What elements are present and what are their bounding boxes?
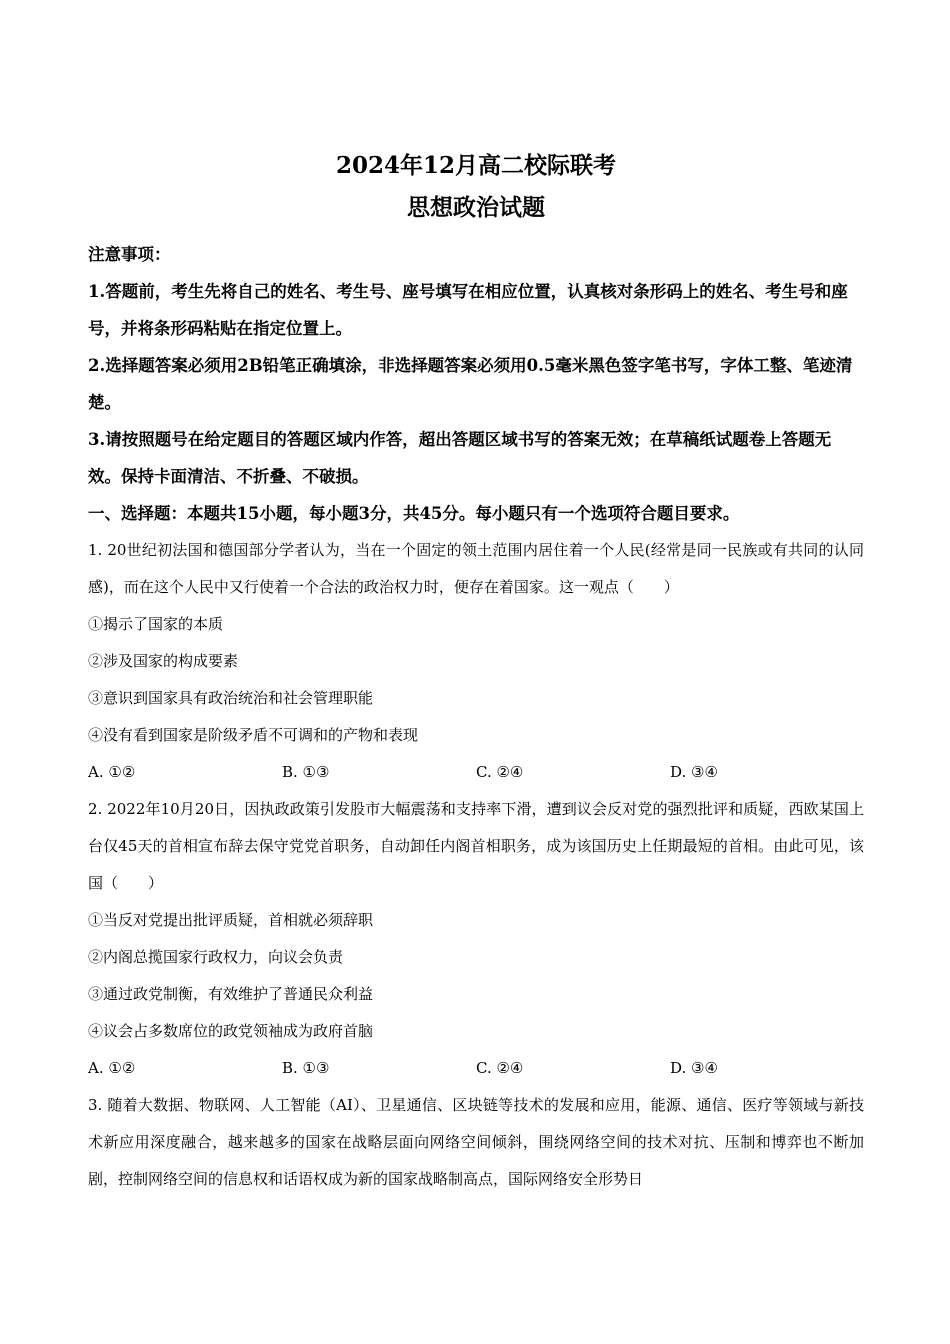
question-statement: ①揭示了国家的本质 [88,615,224,633]
notes-item-1: 1.答题前，考生先将自己的姓名、考生号、座号填写在相应位置，认真核对条形码上的姓名、考生号和座号，并将条形码粘贴在指定位置上。 [88,282,848,338]
notes-heading: 注意事项： [88,245,171,264]
question-1 [88,532,864,791]
question-3 [88,1087,864,1198]
option-c: C. ②④ [476,1059,524,1077]
answer-options [88,1050,864,1087]
question-statement: ③通过政党制衡，有效维护了普通民众利益 [88,985,374,1003]
notes-item-2: 2.选择题答案必须用2B铅笔正确填涂，非选择题答案必须用0.5毫米黑色签字笔书写，字体工整、笔迹清楚。 [88,356,853,412]
option-a: A. ①② [88,763,136,781]
question-statement: ②内阁总揽国家行政权力，向议会负责 [88,948,344,966]
question-stem: 3. 随着大数据、物联网、人工智能（AI）、卫星通信、区块链等技术的发展和应用，能源、通信、医疗等领域与新技术新应用深度融合，越来越多的国家在战略层面向网络空间倾斜，围绕网络空间的技术对抗、压制和博弈也不断加剧，控制网络空间的信息权和话语权成为新的国家战略制高点，国际网络安全形势日 [88,1096,864,1188]
question-statement: ④议会占多数席位的政党领袖成为政府首脑 [88,1022,374,1040]
question-statement: ③意识到国家具有政治统治和社会管理职能 [88,689,374,707]
exam-notes [88,236,864,495]
question-stem: 2. 2022年10月20日，因执政政策引发股市大幅震荡和支持率下滑，遭到议会反对党的强烈批评和质疑，西欧某国上台仅45天的首相宣布辞去保守党党首职务，自动卸任内阁首相职务，成为该国历史上任期最短的首相。由此可见，该国（ ） [88,800,864,892]
notes-item-3: 3.请按照题号在给定题目的答题区域内作答，超出答题区域书写的答案无效；在草稿纸试题卷上答题无效。保持卡面清洁、不折叠、不破损。 [88,430,832,486]
question-2 [88,791,864,1087]
question-statement: ④没有看到国家是阶级矛盾不可调和的产物和表现 [88,726,419,744]
section-header-choice: 一、选择题：本题共15小题，每小题3分，共45分。每小题只有一个选项符合题目要求。 [88,504,740,523]
option-a: A. ①② [88,1059,136,1077]
exam-page [88,146,864,1198]
question-stem: 1. 20世纪初法国和德国部分学者认为，当在一个固定的领土范围内居住着一个人民(经常是同一民族或有共同的认同感)，而在这个人民中又行使着一个合法的政治权力时，便存在着国家。这一观点（ ） [88,541,864,596]
question-statement: ②涉及国家的构成要素 [88,652,239,670]
exam-title: 2024年12月高二校际联考 [335,152,617,179]
exam-subject-title: 思想政治试题 [407,194,545,221]
option-d: D. ③④ [670,763,718,781]
option-b: B. ①③ [282,1059,330,1077]
option-c: C. ②④ [476,763,524,781]
question-statement: ①当反对党提出批评质疑，首相就必须辞职 [88,911,374,929]
answer-options [88,754,864,791]
option-b: B. ①③ [282,763,330,781]
option-d: D. ③④ [670,1059,718,1077]
